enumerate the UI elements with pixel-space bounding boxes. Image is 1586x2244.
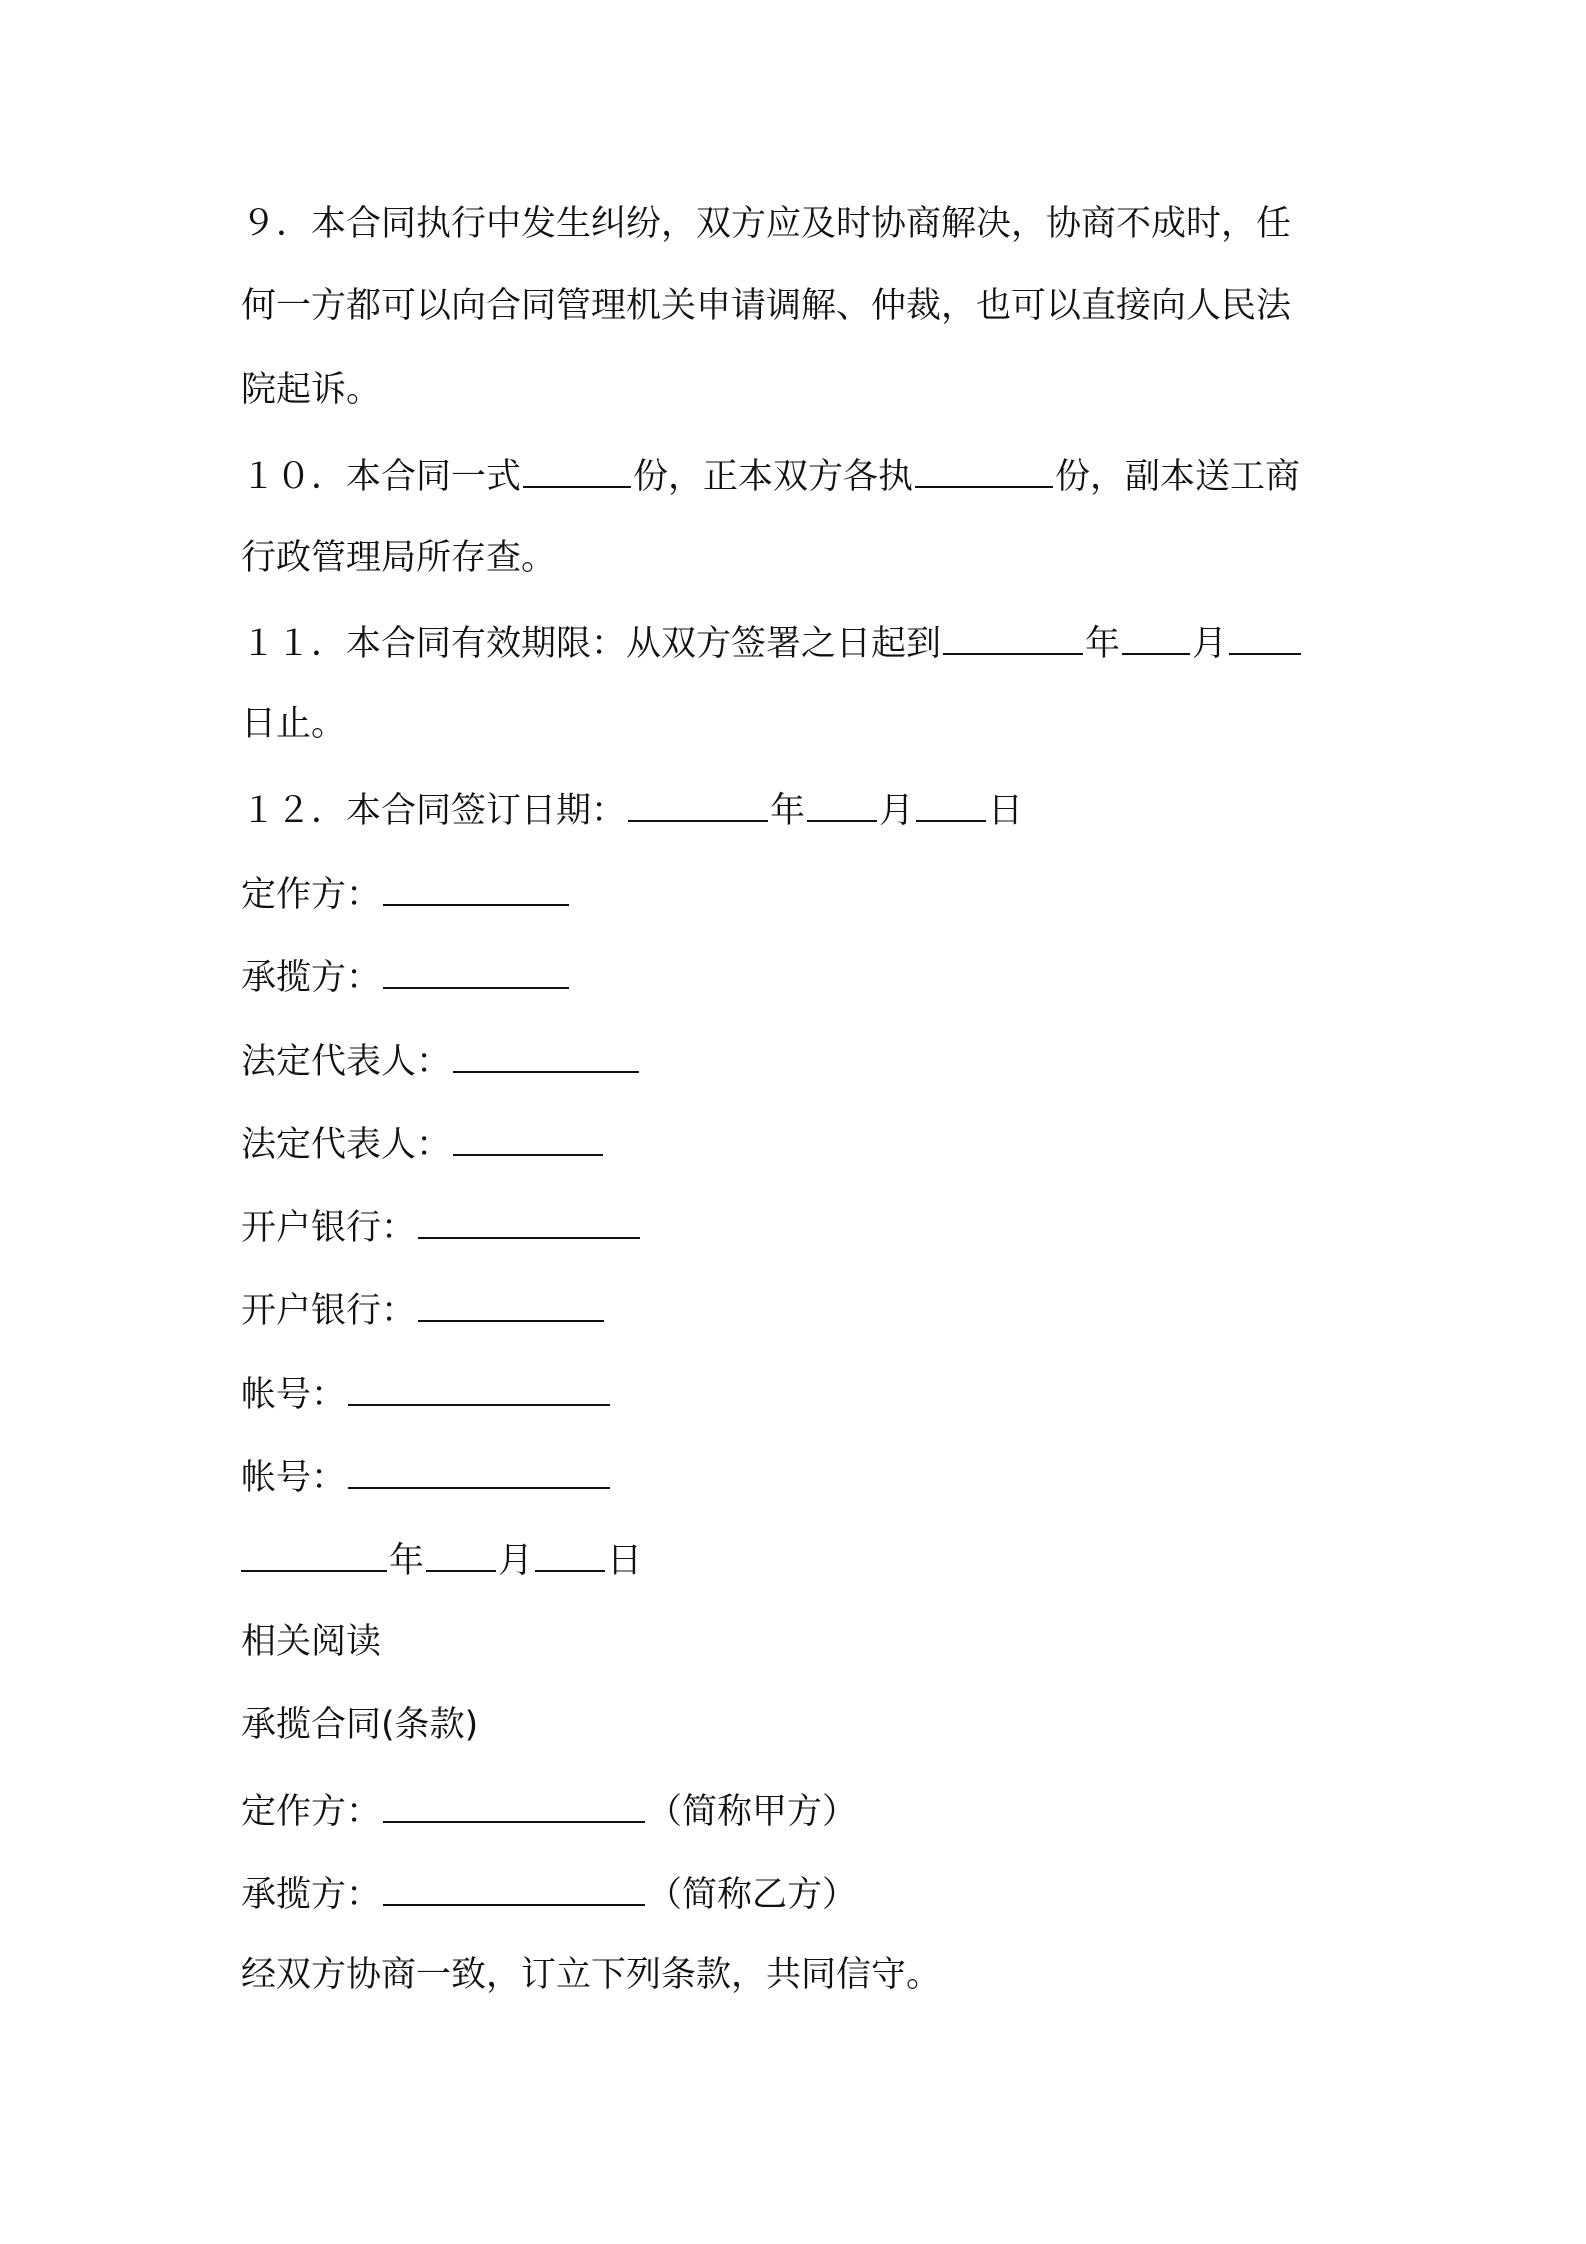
validity-day-blank[interactable] [1229,619,1301,655]
date-line [241,1536,642,1580]
signing-year-blank[interactable] [628,786,768,822]
date-day-blank[interactable] [535,1536,605,1572]
clause-10-text-a: １０．本合同一式 [241,457,522,497]
related-party-a [241,1787,857,1831]
related-heading: 相关阅读 [241,1622,382,1662]
bank-1-blank[interactable] [418,1203,640,1239]
related-title: 承揽合同(条款) [241,1705,479,1745]
clause-12-day: 日 [988,791,1024,831]
signature-field-bank-2 [241,1286,606,1330]
validity-month-blank[interactable] [1122,619,1190,655]
field-label: 法定代表人： [241,1042,452,1082]
related-closing: 经双方协商一致，订立下列条款，共同信守。 [241,1955,942,1995]
field-label: 开户银行： [241,1291,417,1331]
signature-field-legal-rep-2 [241,1120,605,1164]
signature-field-contractor [241,953,571,997]
signature-field-legal-rep-1 [241,1037,641,1081]
clause-9-line-3: 院起诉。 [241,370,382,410]
clause-12-year: 年 [770,791,806,831]
clause-12-line [241,786,1023,830]
copies-each-blank[interactable] [915,452,1053,488]
clause-10-line-2: 行政管理局所存查。 [241,538,557,578]
party-b-blank[interactable] [383,1870,645,1906]
clause-11-line-2: 日止。 [241,704,347,744]
clause-10-text-c: 份，副本送工商 [1055,457,1301,497]
date-year-blank[interactable] [241,1536,387,1572]
clause-9-line-1: ９．本合同执行中发生纠纷，双方应及时协商解决，协商不成时，任 [241,204,1292,244]
copies-total-blank[interactable] [523,452,631,488]
date-month-blank[interactable] [426,1536,496,1572]
clause-9-line-2: 何一方都可以向合同管理机关申请调解、仲裁，也可以直接向人民法 [241,286,1292,326]
party-a-suffix: （简称甲方） [647,1792,858,1832]
related-party-b [241,1870,857,1914]
account-1-blank[interactable] [348,1370,610,1406]
bank-2-blank[interactable] [418,1286,604,1322]
field-label: 开户银行： [241,1208,417,1248]
field-label: 定作方： [241,875,382,915]
clause-11-text: １１．本合同有效期限：从双方签署之日起到 [241,624,942,664]
clause-12-label: １２．本合同签订日期： [241,791,627,831]
clause-11-month: 月 [1192,624,1228,664]
clause-11-year: 年 [1085,624,1121,664]
orderer-blank[interactable] [383,870,569,906]
clause-12-month: 月 [879,791,915,831]
party-a-blank[interactable] [383,1787,645,1823]
validity-year-blank[interactable] [943,619,1083,655]
clause-11-line-1 [241,619,1303,663]
contractor-blank[interactable] [383,953,569,989]
legal-rep-1-blank[interactable] [453,1037,639,1073]
signature-field-orderer [241,870,571,914]
field-label: 法定代表人： [241,1125,452,1165]
legal-rep-2-blank[interactable] [453,1120,603,1156]
signature-field-account-2 [241,1453,612,1497]
signing-day-blank[interactable] [916,786,986,822]
field-label: 承揽方： [241,958,382,998]
clause-10-text-b: 份，正本双方各执 [633,457,914,497]
date-month: 月 [498,1541,534,1581]
field-label: 帐号： [241,1375,347,1415]
date-year: 年 [389,1541,425,1581]
signing-month-blank[interactable] [807,786,877,822]
signature-field-bank-1 [241,1203,642,1247]
date-day: 日 [607,1541,643,1581]
field-label: 帐号： [241,1458,347,1498]
clause-10-line-1 [241,452,1300,496]
account-2-blank[interactable] [348,1453,610,1489]
signature-field-account-1 [241,1370,612,1414]
party-b-suffix: （简称乙方） [647,1875,858,1915]
party-a-label: 定作方： [241,1792,382,1832]
party-b-label: 承揽方： [241,1875,382,1915]
